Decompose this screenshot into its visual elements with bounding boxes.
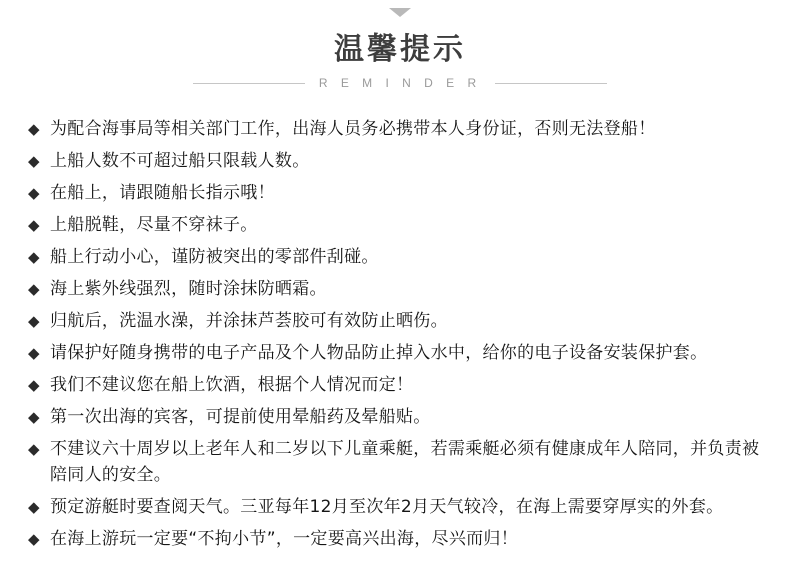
- list-item: [28, 244, 774, 270]
- page-title: 温馨提示: [334, 32, 466, 67]
- diamond-bullet-icon: ◆: [28, 312, 40, 330]
- diamond-bullet-icon: ◆: [28, 184, 40, 202]
- subtitle-row: [0, 76, 800, 90]
- list-item-text: 为配合海事局等相关部门工作，出海人员务必携带本人身份证，否则无法登船！: [50, 119, 656, 139]
- list-item: [28, 494, 774, 520]
- diamond-bullet-icon: ◆: [28, 530, 40, 548]
- list-item: [28, 436, 774, 488]
- diamond-bullet-icon: ◆: [28, 344, 40, 362]
- list-item-text: 上船人数不可超过船只限载人数。: [50, 151, 310, 171]
- list-item-text: 在海上游玩一定要“不拘小节”，一定要高兴出海，尽兴而归！: [50, 529, 519, 549]
- list-item-text: 海上紫外线强烈，随时涂抹防晒霜。: [50, 279, 327, 299]
- divider-left: [193, 83, 305, 84]
- diamond-bullet-icon: ◆: [28, 376, 40, 394]
- triangle-down-icon: [389, 8, 411, 17]
- list-item: [28, 116, 774, 142]
- diamond-bullet-icon: ◆: [28, 248, 40, 266]
- list-item-text: 上船脱鞋，尽量不穿袜子。: [50, 215, 258, 235]
- list-item-text: 请保护好随身携带的电子产品及个人物品防止掉入水中，给你的电子设备安装保护套。: [50, 343, 708, 363]
- diamond-bullet-icon: ◆: [28, 216, 40, 234]
- list-item: [28, 308, 774, 334]
- diamond-bullet-icon: ◆: [28, 152, 40, 170]
- list-item-text: 我们不建议您在船上饮酒，根据个人情况而定！: [50, 375, 414, 395]
- divider-right: [495, 83, 607, 84]
- list-item: [28, 212, 774, 238]
- list-item-text: 归航后，洗温水澡，并涂抹芦荟胶可有效防止晒伤。: [50, 311, 448, 331]
- list-item: [28, 148, 774, 174]
- list-item-text: 船上行动小心，谨防被突出的零部件刮碰。: [50, 247, 379, 267]
- page-subtitle: R E M I N D E R: [318, 76, 482, 90]
- list-item-text: 第一次出海的宾客，可提前使用晕船药及晕船贴。: [50, 407, 431, 427]
- list-item: [28, 180, 774, 206]
- list-item-text: 在船上，请跟随船长指示哦！: [50, 183, 275, 203]
- list-item: [28, 276, 774, 302]
- list-item: [28, 526, 774, 552]
- list-item: [28, 404, 774, 430]
- list-item: [28, 340, 774, 366]
- diamond-bullet-icon: ◆: [28, 440, 40, 458]
- diamond-bullet-icon: ◆: [28, 408, 40, 426]
- list-item-text: 预定游艇时要查阅天气。三亚每年12月至次年2月天气较冷，在海上需要穿厚实的外套。: [50, 497, 724, 517]
- diamond-bullet-icon: ◆: [28, 120, 40, 138]
- diamond-bullet-icon: ◆: [28, 498, 40, 516]
- reminder-list: [0, 116, 800, 552]
- list-item-text: 不建议六十周岁以上老年人和二岁以下儿童乘艇，若需乘艇必须有健康成年人陪同，并负责被陪同人的安全。: [50, 439, 760, 485]
- page-header: [0, 0, 800, 90]
- list-item: [28, 372, 774, 398]
- diamond-bullet-icon: ◆: [28, 280, 40, 298]
